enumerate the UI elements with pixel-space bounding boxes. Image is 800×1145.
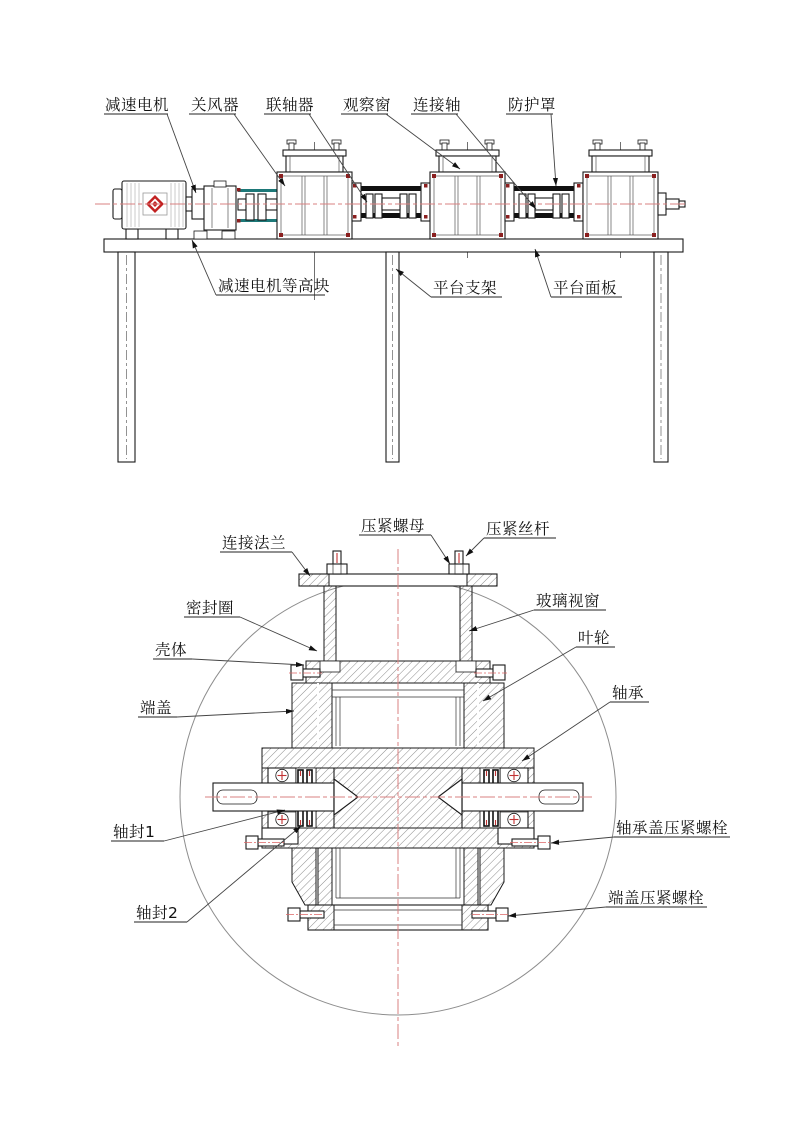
label-shaft-seal-1: 轴封1 <box>113 823 156 841</box>
coupling-flange <box>246 194 254 220</box>
riser-block <box>194 231 207 239</box>
end-cover-lower-left <box>292 848 316 905</box>
coupling-flange <box>375 194 382 218</box>
leader-connecting-flange <box>292 552 310 576</box>
end-cover-lower-right <box>480 848 504 905</box>
section-view <box>111 517 730 1046</box>
compression-nut <box>327 564 347 574</box>
compression-screw-left <box>327 551 347 574</box>
leader-glass-window <box>469 610 534 631</box>
leader-seal-ring <box>240 617 317 651</box>
leader-housing <box>192 659 304 665</box>
coupling-flange <box>258 194 266 220</box>
label-compression-screw: 压紧丝杆 <box>486 520 551 538</box>
label-connecting-shaft: 连接轴 <box>413 96 462 114</box>
leader-platform-support <box>396 269 431 297</box>
label-protective-cover: 防护罩 <box>508 96 557 114</box>
coupling-flange <box>366 194 373 218</box>
leader-compression-nut <box>431 535 450 564</box>
label-compression-nut: 压紧螺母 <box>361 517 426 535</box>
assembly-view <box>95 96 688 462</box>
rotary-valve-3 <box>583 140 658 239</box>
motor-foot <box>126 229 138 239</box>
label-gear-motor: 减速电机 <box>105 96 170 114</box>
gear-motor <box>113 181 236 239</box>
leader-shaft-seal-2 <box>187 826 301 922</box>
leader-end-cover <box>177 711 294 717</box>
leader-platform-panel <box>535 249 551 297</box>
valve-inlet-neck <box>286 156 343 172</box>
leader-bearing-cover-bolt <box>551 837 614 843</box>
label-platform-support: 平台支架 <box>433 279 498 297</box>
leader-rotary-valve <box>234 114 285 186</box>
compression-screw-right <box>449 551 469 574</box>
label-rotary-valve: 关风器 <box>191 96 240 114</box>
label-connecting-flange: 连接法兰 <box>222 534 287 552</box>
label-housing: 壳体 <box>155 641 188 659</box>
gear-reducer <box>204 186 236 230</box>
label-bearing-cover-bolt: 轴承盖压紧螺栓 <box>616 819 729 837</box>
riser-block <box>222 231 235 239</box>
valve-body <box>583 172 658 239</box>
leader-compression-screw <box>466 538 484 556</box>
label-motor-riser-block: 减速电机等高块 <box>218 277 331 295</box>
observation-window-neck <box>439 156 496 172</box>
shaft-guard-2 <box>505 183 583 221</box>
coupling-flange <box>409 194 416 218</box>
coupling-flange <box>400 194 407 218</box>
leader-protective-cover <box>551 114 556 186</box>
valve-body <box>277 172 352 239</box>
label-end-cover-bolt: 端盖压紧螺栓 <box>608 889 705 907</box>
label-seal-ring: 密封圈 <box>186 599 235 617</box>
valve-body <box>430 172 505 239</box>
label-impeller: 叶轮 <box>578 629 611 647</box>
platform-panel <box>104 239 683 252</box>
label-coupling: 联轴器 <box>266 96 315 114</box>
label-shaft-seal-2: 轴封2 <box>136 904 179 922</box>
platform <box>104 239 683 462</box>
label-observation-window: 观察窗 <box>343 96 392 114</box>
motor-foot <box>166 229 178 239</box>
leader-end-cover-bolt <box>508 907 606 916</box>
label-glass-window: 玻璃视窗 <box>536 592 601 610</box>
compression-nut <box>449 564 469 574</box>
shaft-guard-1 <box>352 183 430 221</box>
leader-bearing <box>522 702 610 761</box>
rotary-valve-1 <box>277 140 352 239</box>
end-cover-upper-left <box>292 683 332 748</box>
motor-coupling <box>237 188 281 223</box>
label-bearing: 轴承 <box>612 684 645 702</box>
label-platform-panel: 平台面板 <box>553 279 618 297</box>
seal-ring-slot <box>320 661 340 672</box>
seal-ring-slot <box>456 661 476 672</box>
label-end-cover: 端盖 <box>140 699 173 717</box>
